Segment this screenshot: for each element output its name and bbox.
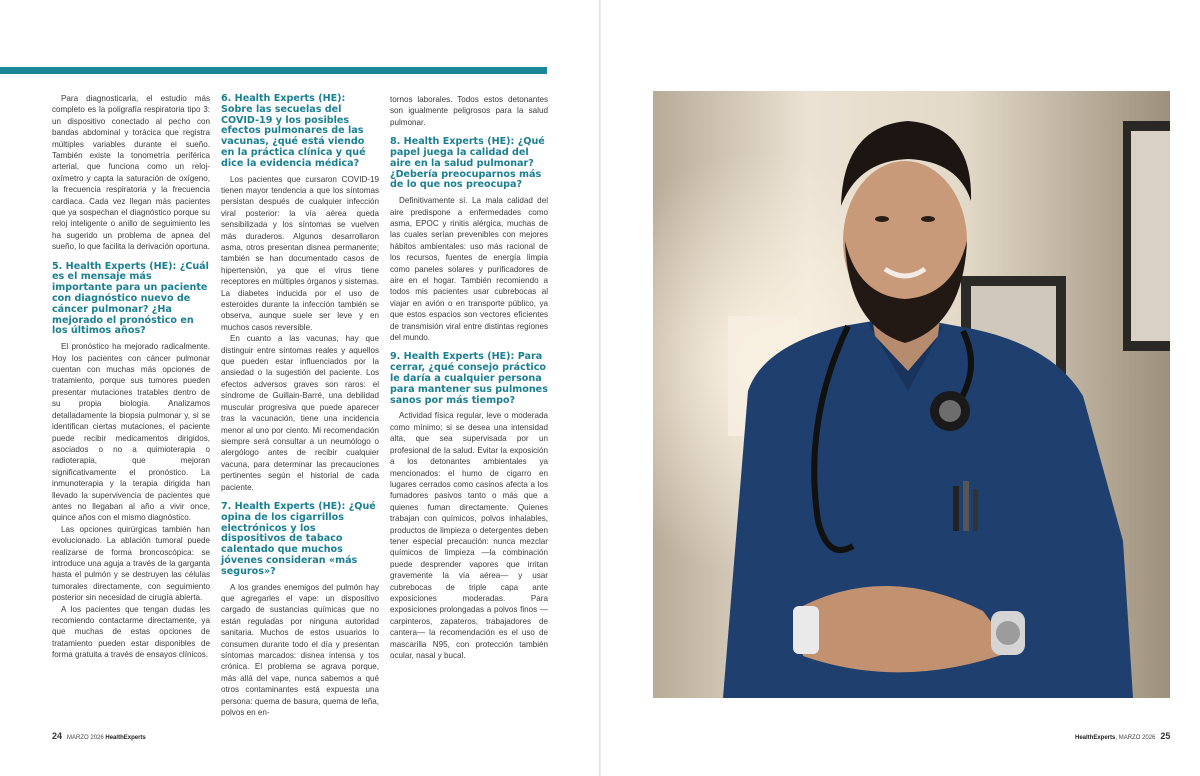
question-heading-8: 8. Health Experts (HE): ¿Qué papel juega la calidad del aire en la salud pulmonar? ¿Debería preocuparnos más de lo que nos preocupa?	[390, 136, 545, 191]
paragraph: Para diagnosticarla, el estudio más completo es la poligrafía respiratoria tipo 3: un dispositivo conectado al pecho con bandas abdominal y torácica que registra múltiples variables durante el sueño. También existe la tonometría periférica arterial, que funciona como un reloj-oxímetro y capta la saturación de oxígeno, la frecuencia respiratoria y la frecuencia cardiaca. Cada vez llegan más pacientes que ya sospechan el diagnóstico porque su reloj inteligente o anillo de seguimiento les ha sugerido un problema de apnea del sueño, lo que facilita la derivación oportuna.	[52, 94, 210, 252]
paragraph: El pronóstico ha mejorado radicalmente. Hoy los pacientes con cáncer pulmonar cuentan con muchas más opciones de tratamiento, porque sus tumores pueden presentar mutaciones tratables dentro de su propia biología. Analizamos detalladamente la biopsia pulmonar y, si se identifican ciertas mutaciones, el paciente puede recibir medicamentos dirigidos, asociados o no a quimioterapia o radioterapia, que mejoran significativamente el pronóstico. La inmunoterapia y la terapia dirigida han llevado la supervivencia de pacientes que antes no llegaban al año a vivir once, quince años con el mismo diagnóstico.	[52, 342, 210, 523]
paragraph: tornos laborales. Todos estos detonantes son igualmente peligrosos para la salud pulmonar.	[390, 95, 548, 127]
paragraph: Los pacientes que cursaron COVID-19 tienen mayor tendencia a que los síntomas persistan después de cualquier infección viral posterior: la vía aérea queda sensibilizada y los síntomas se vuelven más duraderos. Algunos desarrollaron asma, otros presentan disnea permanente; también se han documentado casos de hipertensión, ya que el virus tiene receptores en múltiples órganos y sistemas. La diabetes inducida por el uso de esteroides durante la infección también se observa, aunque suele ser leve y en muchos casos reversible.	[221, 174, 379, 332]
paragraph: Definitivamente sí. La mala calidad del aire predispone a enfermedades como asma, EPOC y rinitis alérgica, muchas de las cuales serían prevenibles con mejores hábitos ambientales: uso más racional de los recursos, fuentes de energía limpia como paneles solares y purificadores de aire en el hogar. También recomiendo a todos mis pacientes usar cubrebocas al viajar en avión o en transporte público, ya que estos espacios son vectores eficientes de transmisión viral entre distintas regiones del mundo.	[390, 196, 548, 343]
article-column-3	[390, 94, 548, 661]
paragraph: En cuanto a las vacunas, hay que distinguir entre síntomas reales y aquellos que pueden estar influenciados por la ansiedad o la sugestión del paciente. Los efectos adversos graves son raros: el síndrome de Guillain-Barré, una debilidad muscular progresiva que puede aparecer tras la vacunación, tiene una incidencia menor al uno por ciento. Mi recomendación siempre será consultar a un neumólogo o alergólogo antes de recibir cualquier vacuna, para determinar las precauciones pertinentes según el historial de cada paciente.	[221, 334, 379, 492]
paragraph: Las opciones quirúrgicas también han evolucionado. La ablación tumoral puede realizarse de forma broncoscópica: se introduce una aguja a través de la garganta hasta el pulmón y se destruyen las células tumorales directamente, con seguimiento posterior sin necesidad de cirugía abierta.	[52, 524, 210, 603]
brand-name: HealthExperts	[105, 735, 146, 741]
question-heading-9: 9. Health Experts (HE): Para cerrar, ¿qué consejo práctico le daría a cualquier persona para mantener sus pulmones sanos por más tiempo?	[390, 351, 548, 406]
paragraph: Actividad física regular, leve o moderada como mínimo; si se desea una intensidad alta, que sea supervisada por un profesional de la salud. Evitar la exposición a los detonantes ambientales ya mencionados: el humo de cigarro en lugares cerrados como casinos afecta a los fumadores pasivos tanto o más que a quienes fuman directamente. Quienes trabajan con químicos, polvos inhalables, productos de limpieza o detergentes deben tener especial precaución: nunca mezclar químicos de limpieza —la combinación puede desprender vapores que irritan gravemente la vía aérea— y usar cubrebocas de triple capa ante exposiciones moderadas. Para exposiciones prolongadas a polvos finos —carpinteros, zapateros, trabajadores de cantera— la recomendación es el uso de mascarilla N95, con protección también ocular, nasal y bucal.	[390, 411, 548, 660]
paragraph: A los pacientes que tengan dudas les recomiendo contactarme directamente, ya que muchas de estas opciones de tratamiento pueden estar disponibles de forma gratuita a través de ensayos clínicos.	[52, 604, 210, 660]
doctor-portrait-photo	[653, 91, 1170, 698]
issue-date: MARZO 2026	[1118, 735, 1156, 741]
page-number: 25	[1160, 731, 1171, 741]
left-folio	[52, 731, 146, 741]
article-column-1	[52, 93, 210, 661]
article-column-2	[221, 94, 379, 718]
issue-date: MARZO 2026	[67, 735, 104, 741]
portrait-illustration	[653, 91, 1170, 698]
question-heading-5: 5. Health Experts (HE): ¿Cuál es el mensaje más importante para un paciente con diagnóstico nuevo de cáncer pulmonar? ¿Ha mejorado el pronóstico en los últimos años?	[52, 260, 209, 337]
question-heading-6: 6. Health Experts (HE): Sobre las secuelas del COVID-19 y los posibles efectos pulmonares de las vacunas, ¿qué está viendo en la práctica clínica y qué dice la evidencia médica?	[221, 93, 366, 169]
page-number: 24	[52, 731, 63, 741]
paragraph: A los grandes enemigos del pulmón hay que agregarles el vape: un dispositivo cargado de sustancias químicas que no están reguladas por ninguna autoridad sanitaria. Muchos de estos usuarios lo consumen durante todo el día y presentan síntomas marcados: disnea intensa y tos crónica. El problema se agrava porque, más allá del vape, nunca sabemos a qué otros contaminantes está expuesta una persona: quema de basura, quema de leña, polvos en en-	[221, 582, 379, 717]
gutter-shadow	[599, 0, 601, 776]
question-heading-7: 7. Health Experts (HE): ¿Qué opina de los cigarrillos electrónicos y los dispositivos de tabaco calentado que muchos jóvenes consideran «más seguros»?	[221, 500, 376, 577]
right-folio: HealthExperts, MARZO 2026 25	[1075, 731, 1171, 741]
accent-bar	[0, 67, 547, 74]
brand-name: HealthExperts	[1075, 735, 1116, 741]
